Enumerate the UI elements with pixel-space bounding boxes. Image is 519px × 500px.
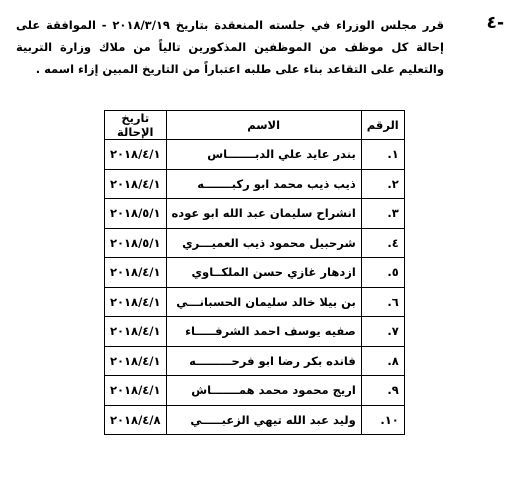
- row-date: ٢٠١٨/٥/١: [105, 199, 167, 229]
- row-name: بندر عايد علي الدبـــــــاس: [166, 140, 361, 170]
- retirees-table: [104, 110, 405, 435]
- row-name: ازدهار غازي حسن الملكــاوي: [166, 258, 361, 288]
- row-number: ٤.: [361, 228, 404, 258]
- row-name: صفيه يوسف احمد الشرفـــــاء: [166, 317, 361, 347]
- row-number: ١.: [361, 140, 404, 170]
- header-name: الاسم: [166, 111, 361, 140]
- table-row: [105, 140, 405, 170]
- row-number: ٨.: [361, 346, 404, 376]
- table-row: [105, 287, 405, 317]
- table-row: [105, 169, 405, 199]
- table-row: [105, 258, 405, 288]
- row-date: ٢٠١٨/٥/١: [105, 228, 167, 258]
- row-number: ٣.: [361, 199, 404, 229]
- row-name: فانده بكر رضا ابو فرحـــــــــه: [166, 346, 361, 376]
- table-row: [105, 346, 405, 376]
- row-number: ٧.: [361, 317, 404, 347]
- table-header-row: [105, 111, 405, 140]
- row-number: ٩.: [361, 376, 404, 406]
- header-number: الرقم: [361, 111, 404, 140]
- row-name: وليد عبد الله تيهي الزعبـــــي: [166, 405, 361, 435]
- row-name: شرحبيل محمود ذيب العميـــري: [166, 228, 361, 258]
- row-date: ٢٠١٨/٤/١: [105, 169, 167, 199]
- row-number: ١٠.: [361, 405, 404, 435]
- row-date: ٢٠١٨/٤/١: [105, 317, 167, 347]
- table-row: [105, 405, 405, 435]
- row-number: ٥.: [361, 258, 404, 288]
- row-number: ٦.: [361, 287, 404, 317]
- row-date: ٢٠١٨/٤/١: [105, 140, 167, 170]
- row-date: ٢٠١٨/٤/١: [105, 376, 167, 406]
- row-date: ٢٠١٨/٤/٨: [105, 405, 167, 435]
- row-name: بن بيلا خالد سليمان الحسبانـــي: [166, 287, 361, 317]
- header-date: تاريخ الإحالة: [105, 111, 167, 140]
- row-date: ٢٠١٨/٤/١: [105, 346, 167, 376]
- table-row: [105, 317, 405, 347]
- table-row: [105, 228, 405, 258]
- row-number: ٢.: [361, 169, 404, 199]
- decision-number: ٤-: [486, 13, 504, 33]
- table-row: [105, 376, 405, 406]
- row-date: ٢٠١٨/٤/١: [105, 258, 167, 288]
- row-name: ذيب ذيب محمد ابو ركبـــــــه: [166, 169, 361, 199]
- row-date: ٢٠١٨/٤/١: [105, 287, 167, 317]
- row-name: اريج محمود محمد همـــــــاش: [166, 376, 361, 406]
- row-name: انشراح سليمان عبد الله ابو عوده: [166, 199, 361, 229]
- table-row: [105, 199, 405, 229]
- decision-text: قرر مجلس الوزراء في جلسته المنعقدة بتاريخ ٢٠١٨/٣/١٩ - الموافقة على إحالة كل موظف من الموظفين المذكورين تالياً من ملاك وزارة التربية والتعليم على التقاعد بناء على طلبه اعتباراً من التاريخ المبين إزاء اسمه .: [16, 18, 444, 76]
